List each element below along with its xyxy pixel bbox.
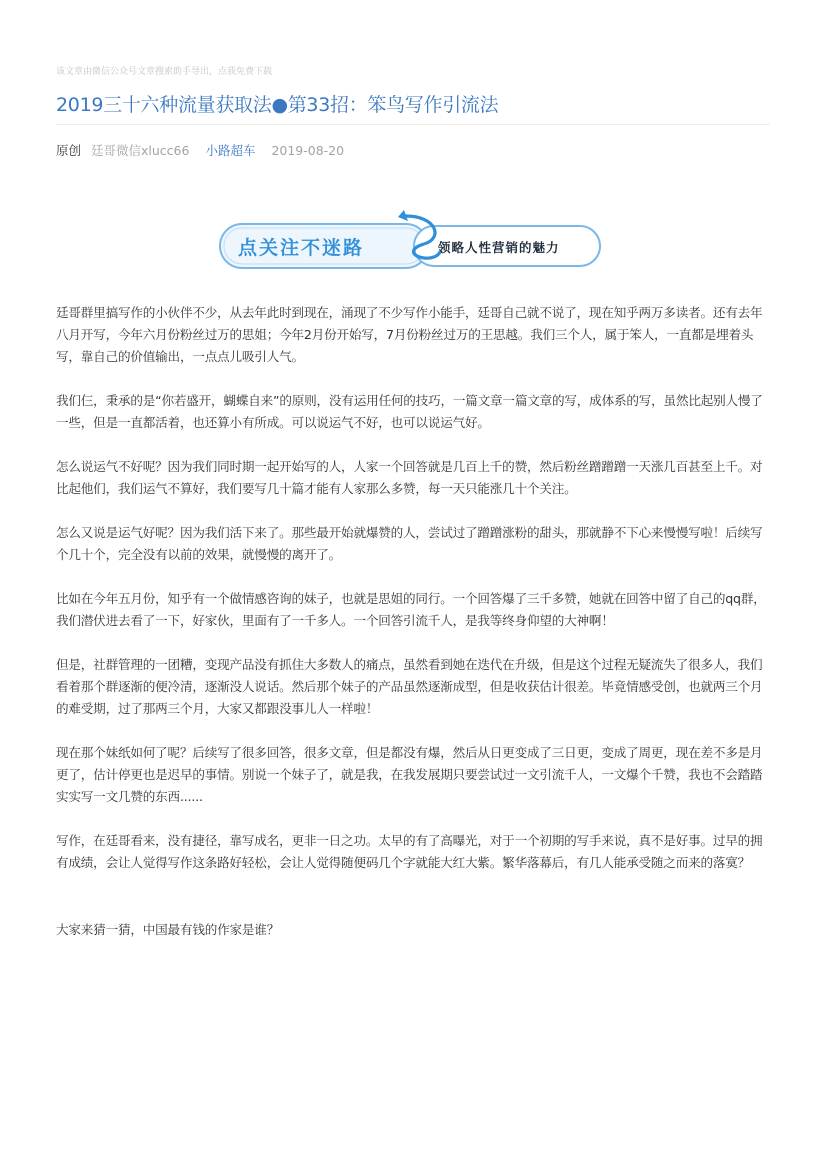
paragraph: 廷哥群里搞写作的小伙伴不少，从去年此时到现在，涌现了不少写作小能手，廷哥自己就不说了，现在知乎两万多读者。还有去年八月开写，今年六月份粉丝过万的思姐；今年2月份开始写，7月份粉丝过万的王思越。我们三个人，属于笨人，一直都是埋着头写，靠自己的价值输出，一点点儿吸引人气。 bbox=[56, 305, 763, 364]
article-body bbox=[56, 302, 770, 963]
author-name: 廷哥微信xlucc66 bbox=[91, 143, 190, 158]
paragraph: 比如在今年五月份，知乎有一个做情感咨询的妹子，也就是思姐的同行。一个回答爆了三千多赞，她就在回答中留了自己的qq群，我们潜伏进去看了一下，好家伙，里面有了一千多人。一个回答引流千人，是我等终身仰望的大神啊！ bbox=[56, 591, 766, 628]
paragraph: 现在那个妹纸如何了呢？后续写了很多回答，很多文章，但是都没有爆，然后从日更变成了三日更，变成了周更，现在差不多是月更了，估计停更也是迟早的事情。别说一个妹子了，就是我，在我发展期只要尝试过一文引流千人，一文爆个千赞，我也不会踏踏实实写一文几赞的东西...... bbox=[56, 745, 763, 804]
follow-banner bbox=[218, 204, 604, 274]
title-divider bbox=[56, 124, 770, 125]
banner-follow-text: 点关注不迷路 bbox=[238, 237, 365, 259]
original-label: 原创 bbox=[56, 143, 82, 158]
article-meta bbox=[56, 141, 344, 159]
paragraph: 怎么说运气不好呢？因为我们同时期一起开始写的人，人家一个回答就是几百上千的赞，然后粉丝蹭蹭蹭一天涨几百甚至上千。对比起他们，我们运气不算好，我们要写几十篇才能有人家那么多赞，每一天只能涨几十个关注。 bbox=[56, 459, 763, 496]
paragraph: 但是，社群管理的一团糟，变现产品没有抓住大多数人的痛点，虽然看到她在迭代在升级，但是这个过程无疑流失了很多人，我们看着那个群逐渐的便冷清，逐渐没人说话。然后那个妹子的产品虽然逐渐成型，但是收获估计很差。毕竟情感受创，也就两三个月的难受期，过了那两三个月，大家又都跟没事儿人一样啦！ bbox=[56, 657, 763, 716]
paragraph: 我们仨，秉承的是“你若盛开，蝴蝶自来”的原则，没有运用任何的技巧，一篇文章一篇文章的写，成体系的写，虽然比起别人慢了一些，但是一直都活着，也还算小有所成。可以说运气不好，也可以说运气好。 bbox=[56, 393, 763, 430]
banner-slogan-text: 领略人性营销的魅力 bbox=[438, 240, 560, 255]
article-title: 2019三十六种流量获取法●第33招：笨鸟写作引流法 bbox=[56, 94, 499, 116]
paragraph-question: 大家来猜一猜，中国最有钱的作家是谁？ bbox=[56, 922, 280, 937]
paragraph: 写作，在廷哥看来，没有捷径，靠写成名，更非一日之功。太早的有了高曝光，对于一个初期的写手来说，真不是好事。过早的拥有成绩，会让人觉得写作这条路好轻松，会让人觉得随便码几个字就能大红大紫。繁华落幕后，有几人能承受随之而来的落寞？ bbox=[56, 833, 763, 870]
paragraph: 怎么又说是运气好呢？因为我们活下来了。那些最开始就爆赞的人，尝试过了蹭蹭涨粉的甜头，那就静不下心来慢慢写啦！后续写个几十个，完全没有以前的效果，就慢慢的离开了。 bbox=[56, 525, 763, 562]
account-link[interactable]: 小路超车 bbox=[205, 143, 256, 158]
export-notice-link[interactable]: 该文章由微信公众号文章搜索助手导出，点我免费下载 bbox=[56, 67, 273, 77]
publish-date: 2019-08-20 bbox=[271, 143, 345, 158]
